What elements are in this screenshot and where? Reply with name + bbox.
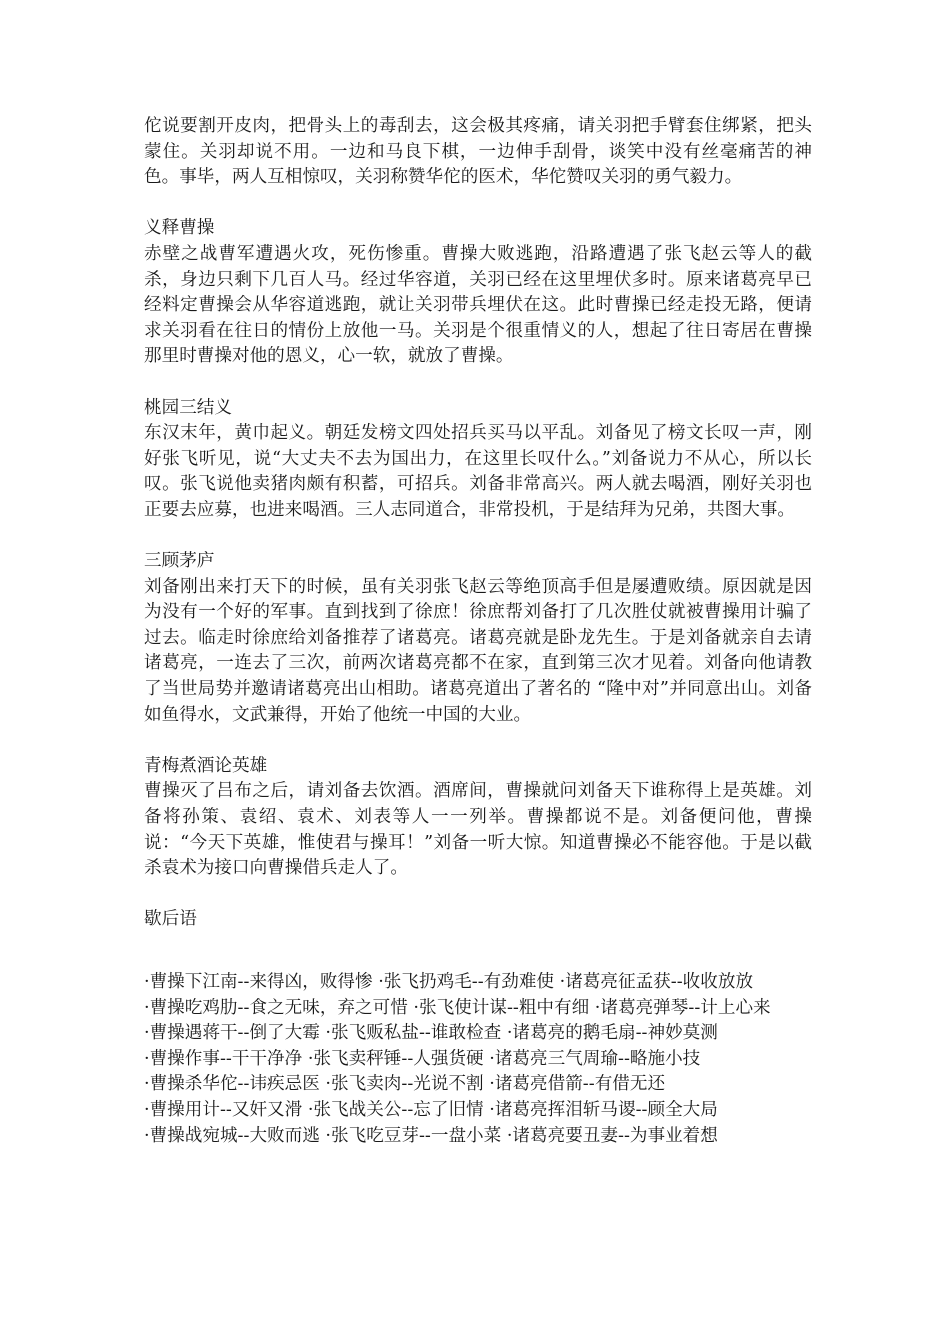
proverb-line: ·曹操遇蒋干--倒了大霉 ·张飞贩私盐--谁敢检查 ·诸葛亮的鹅毛扇--神妙莫测 xyxy=(144,1023,718,1044)
proverb-line: ·曹操杀华佗--讳疾忌医 ·张飞卖肉--光说不割 ·诸葛亮借箭--有借无还 xyxy=(144,1074,666,1095)
spacer xyxy=(144,191,812,217)
section-body-taoyuan: 东汉末年，黄巾起义。朝廷发榜文四处招兵买马以平乱。刘备见了榜文长叹一声，刚好张飞听见，说“大丈夫不去为国出力，在这里长叹什么。”刘备说力不从心，所以长叹。张飞说他卖猪肉颇有积蓄，可招兵。刘备非常高兴。两人就去喝酒，刚好关羽也正要去应募，也进来喝酒。三人志同道合，非常投机，于是结拜为兄弟，共图大事。 xyxy=(144,423,812,520)
section-title-sangu: 三顾茅庐 xyxy=(144,551,215,572)
section-title-taoyuan: 桃园三结义 xyxy=(144,397,232,418)
proverb-line: ·曹操作事--干干净净 ·张飞卖秤锤--人强货硬 ·诸葛亮三气周瑜--略施小技 xyxy=(144,1048,701,1069)
section-body-qingmei: 曹操灭了吕布之后，请刘备去饮酒。酒席间，曹操就问刘备天下谁称得上是英雄。刘备将孙策、袁绍、袁术、刘表等人一一列举。曹操都说不是。刘备便问他，曹操说：“今天下英雄，惟使君与操耳！”刘备一听大惊。知道曹操必不能容他。于是以截杀袁术为接口向曹操借兵走人了。 xyxy=(144,781,812,879)
spacer xyxy=(144,933,812,970)
section-body-yishi: 赤壁之战曹军遭遇火攻，死伤惨重。曹操大败逃跑，沿路遭遇了张飞赵云等人的截杀，身边只剩下几百人马。经过华容道，关羽已经在这里埋伏多时。原来诸葛亮早已经料定曹操会从华容道逃跑，就让关羽带兵埋伏在这。此时曹操已经走投无路，便请求关羽看在往日的情份上放他一马。关羽是个很重情义的人，想起了往日寄居在曹操那里时曹操对他的恩义，心一软，就放了曹操。 xyxy=(144,243,812,367)
spacer xyxy=(144,370,812,396)
section-title-qingmei: 青梅煮酒论英雄 xyxy=(144,755,268,776)
proverb-line: ·曹操战宛城--大败而逃 ·张飞吃豆芽--一盘小菜 ·诸葛亮要丑妻--为事业着想 xyxy=(144,1125,718,1146)
section-title-xiehouyu: 歇后语 xyxy=(144,909,197,930)
proverb-list xyxy=(144,970,812,1149)
spacer xyxy=(144,728,812,754)
spacer xyxy=(144,524,812,550)
section-title-yishi: 义释曹操 xyxy=(144,218,215,239)
section-body-sangu: 刘备刚出来打天下的时候，虽有关羽张飞赵云等绝顶高手但是屡遭败绩。原因就是因为没有一个好的军事。直到找到了徐庶！徐庶帮刘备打了几次胜仗就被曹操用计骗了过去。临走时徐庶给刘备推荐了诸葛亮。诸葛亮就是卧龙先生。于是刘备就亲自去请诸葛亮，一连去了三次，前两次诸葛亮都不在家，直到第三次才见着。刘备向他请教了当世局势并邀请诸葛亮出山相助。诸葛亮道出了著名的 “隆中对”并同意出山。刘备如鱼得水，文武兼得，开始了他统一中国的大业。 xyxy=(144,576,812,725)
proverb-line: ·曹操吃鸡肋--食之无味，弃之可惜 ·张飞使计谋--粗中有细 ·诸葛亮弹琴--计上心来 xyxy=(144,997,771,1018)
proverb-line: ·曹操下江南--来得凶，败得惨 ·张飞扔鸡毛--有劲难使 ·诸葛亮征孟获--收收放放 xyxy=(144,972,754,992)
document-page xyxy=(144,114,812,1149)
spacer xyxy=(144,882,812,908)
proverb-line: ·曹操用计--又奸又滑 ·张飞战关公--忘了旧情 ·诸葛亮挥泪斩马谡--顾全大局 xyxy=(144,1099,718,1120)
intro-paragraph: 佗说要割开皮肉，把骨头上的毒刮去，这会极其疼痛，请关羽把手臂套住绑紧，把头蒙住。关羽却说不用。一边和马良下棋，一边伸手刮骨，谈笑中没有丝毫痛苦的神色。事毕，两人互相惊叹，关羽称赞华佗的医术，华佗赞叹关羽的勇气毅力。 xyxy=(144,116,812,188)
